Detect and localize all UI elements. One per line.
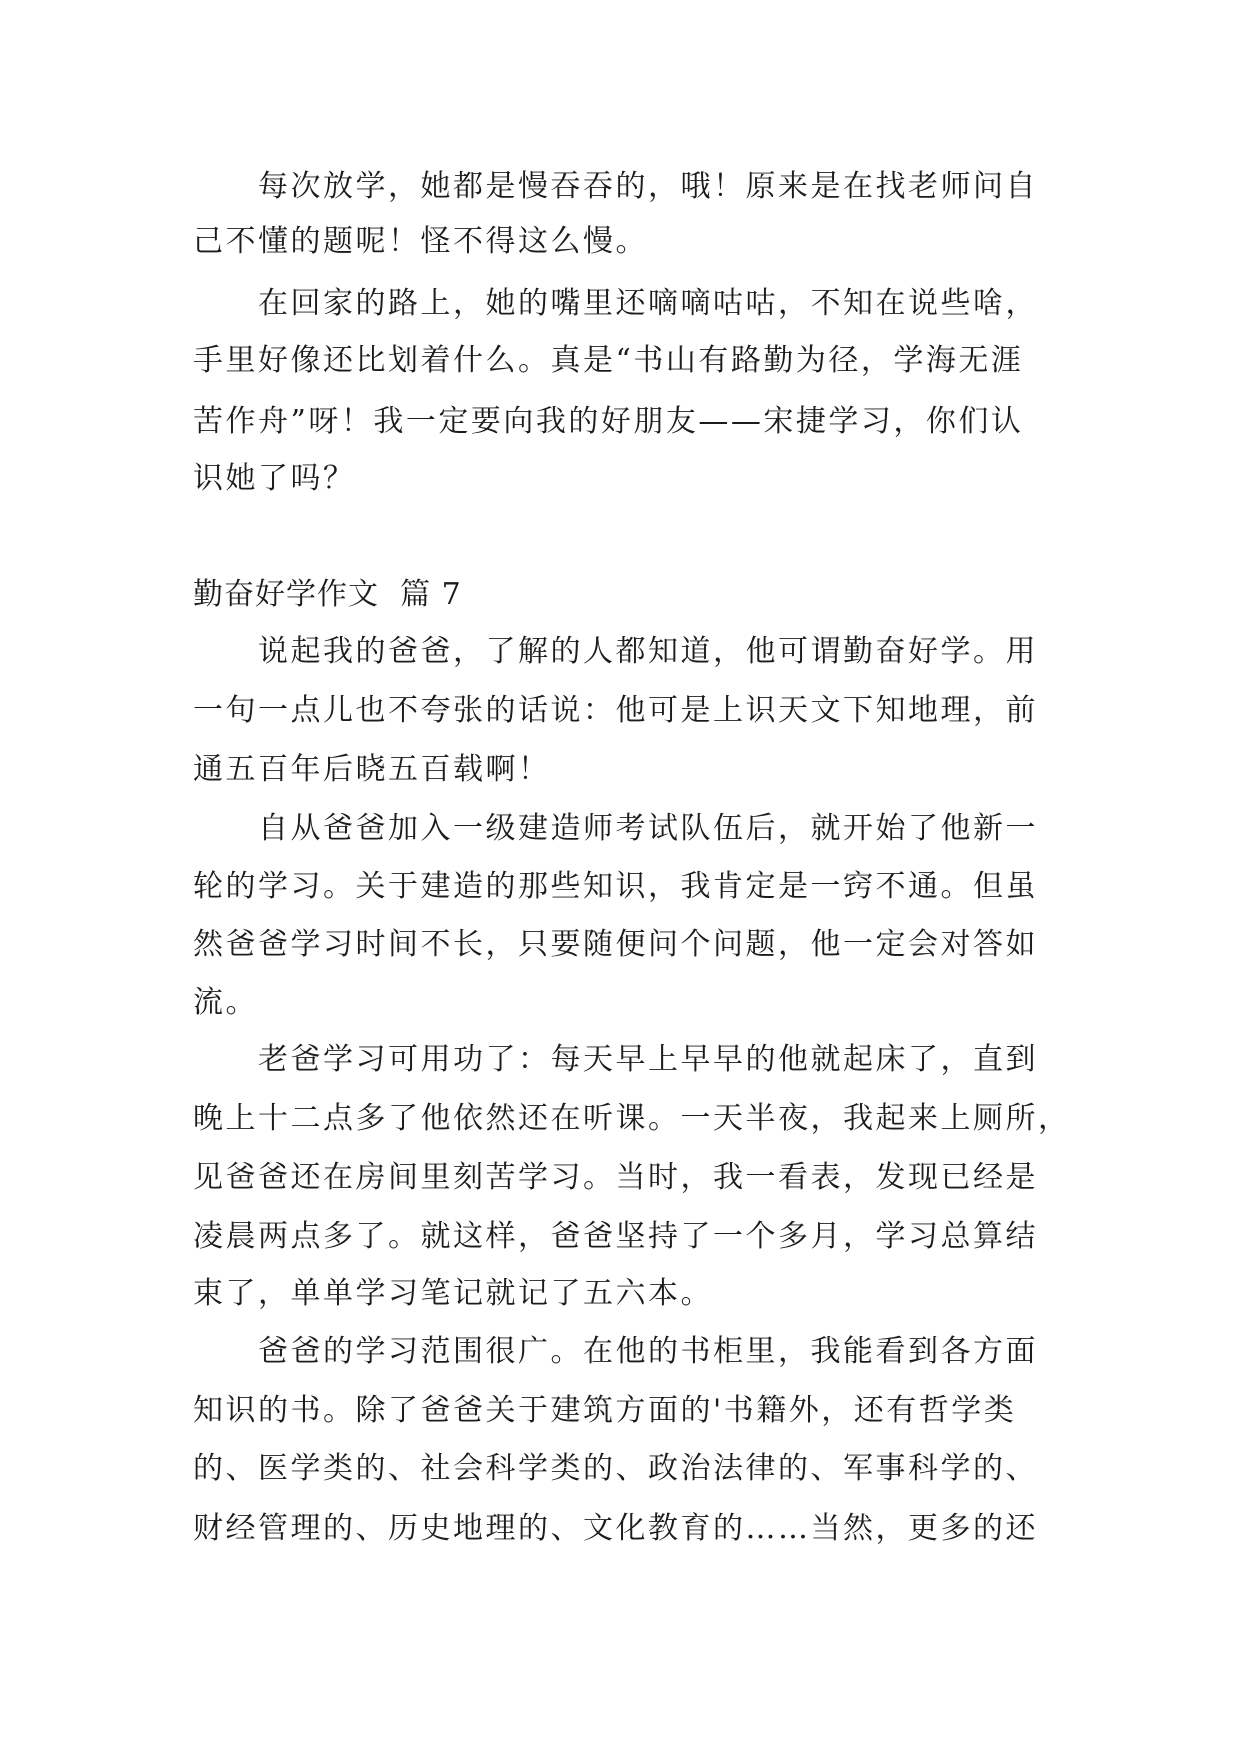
paragraph-line: 说起我的爸爸，了解的人都知道，他可谓勤奋好学。用 [258,634,1038,669]
paragraph-line: 流。 [193,985,258,1020]
paragraph-line: 识她了吗？ [193,461,356,496]
paragraph-line: 的、医学类的、社会科学类的、政治法律的、军事科学的、 [193,1451,1038,1486]
paragraph-line: 财经管理的、历史地理的、文化教育的……当然，更多的还 [193,1511,1038,1546]
paragraph-line: 一句一点儿也不夸张的话说：他可是上识天文下知地理，前 [193,693,1038,728]
paragraph-line: 每次放学，她都是慢吞吞的，哦！原来是在找老师问自 [258,169,1038,204]
paragraph-line: 爸爸的学习范围很广。在他的书柜里，我能看到各方面 [258,1334,1038,1369]
paragraph-line: 在回家的路上，她的嘴里还嘀嘀咕咕，不知在说些啥， [258,286,1038,321]
paragraph-line: 苦作舟”呀！我一定要向我的好朋友——宋捷学习，你们认 [193,404,1024,439]
paragraph-line: 束了，单单学习笔记就记了五六本。 [193,1276,713,1311]
paragraph-line: 轮的学习。关于建造的那些知识，我肯定是一窍不通。但虽 [193,869,1038,904]
paragraph-line: 自从爸爸加入一级建造师考试队伍后，就开始了他新一 [258,811,1038,846]
section-heading: 勤奋好学作文 篇 7 [193,577,462,612]
paragraph-line: 凌晨两点多了。就这样，爸爸坚持了一个多月，学习总算结 [193,1219,1038,1254]
paragraph-line: 通五百年后晓五百载啊！ [193,752,551,787]
paragraph-line: 知识的书。除了爸爸关于建筑方面的'书籍外，还有哲学类 [193,1393,1017,1428]
paragraph-line: 手里好像还比划着什么。真是“书山有路勤为径，学海无涯 [193,343,1024,378]
paragraph-line: 老爸学习可用功了：每天早上早早的他就起床了，直到 [258,1042,1038,1077]
paragraph-line: 然爸爸学习时间不长，只要随便问个问题，他一定会对答如 [193,927,1038,962]
paragraph-line: 见爸爸还在房间里刻苦学习。当时，我一看表，发现已经是 [193,1160,1038,1195]
paragraph-line: 己不懂的题呢！怪不得这么慢。 [193,224,648,259]
paragraph-line: 晚上十二点多了他依然还在听课。一天半夜，我起来上厕所， [193,1101,1071,1136]
